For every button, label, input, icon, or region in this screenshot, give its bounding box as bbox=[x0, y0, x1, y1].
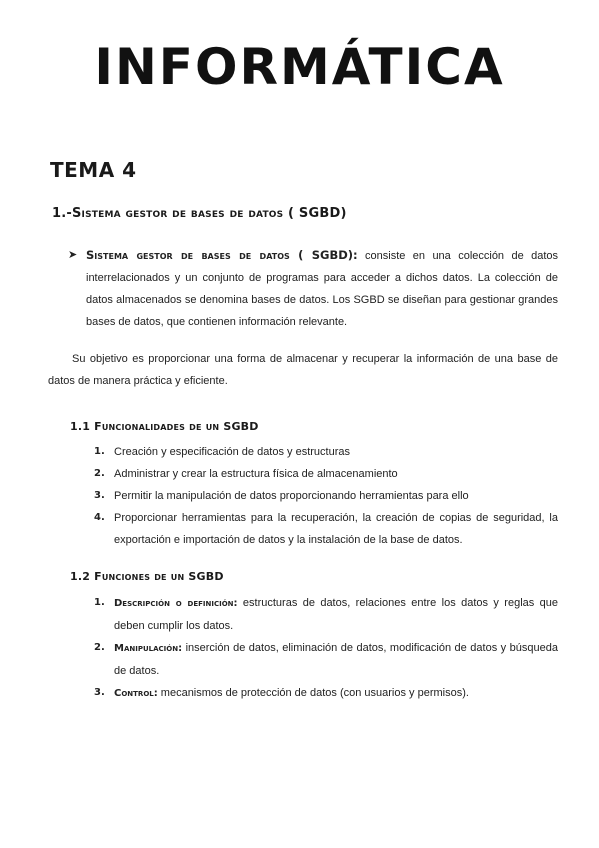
arrow-bullet-icon: ➤ bbox=[68, 249, 78, 261]
list-item-text: Creación y especificación de datos y estructuras bbox=[114, 446, 351, 458]
list-item-text: mecanismos de protección de datos (con usuarios y permisos). bbox=[157, 687, 469, 699]
subsection-heading-functions: 1.2 Funciones de un SGBD bbox=[70, 570, 224, 583]
list-item bbox=[94, 682, 558, 705]
list-item bbox=[94, 441, 558, 463]
list-item-term: Descripción o definición: bbox=[114, 598, 238, 609]
definition-text bbox=[86, 244, 558, 333]
definition-bullet bbox=[68, 244, 558, 333]
list-item-text: Permitir la manipulación de datos proporcionando herramientas para ello bbox=[114, 490, 469, 502]
list-item-text: Administrar y crear la estructura física de almacenamiento bbox=[114, 468, 398, 480]
list-item bbox=[94, 485, 558, 507]
list-number: 1. bbox=[94, 597, 105, 608]
list-number: 3. bbox=[94, 490, 105, 501]
list-number: 2. bbox=[94, 642, 105, 653]
functions-list bbox=[94, 592, 558, 705]
list-item bbox=[94, 637, 558, 682]
definition-term: Sistema gestor de bases de datos ( SGBD): bbox=[86, 248, 358, 262]
definition-body: consiste en una colección de datos interrelacionados y un conjunto de programas para acceder a dichos datos. La colección de datos almacenados se denomina bases de datos. Los SGBD se diseñan para gestionar grandes bases de datos, que contienen información relevante. bbox=[86, 250, 559, 328]
list-item-term: Control: bbox=[114, 688, 158, 699]
list-number: 3. bbox=[94, 687, 105, 698]
topic-label: TEMA 4 bbox=[50, 158, 137, 182]
list-item-text: estructuras de datos, relaciones entre los datos y reglas que deben cumplir los datos. bbox=[114, 597, 559, 632]
functionalities-list bbox=[94, 441, 558, 551]
list-item-text: Proporcionar herramientas para la recuperación, la creación de copias de seguridad, la exportación e importación de datos y la instalación de la base de datos. bbox=[114, 512, 558, 546]
list-item-term: Manipulación: bbox=[114, 643, 183, 654]
list-number: 4. bbox=[94, 512, 105, 523]
list-number: 1. bbox=[94, 446, 105, 457]
objective-paragraph: Su objetivo es proporcionar una forma de almacenar y recuperar la información de una base de datos de manera práctica y eficiente. bbox=[48, 353, 558, 387]
section-heading: 1.-Sistema gestor de bases de datos ( SGBD) bbox=[52, 206, 347, 221]
list-item bbox=[94, 592, 558, 637]
list-item-text: inserción de datos, eliminación de datos, modificación de datos y búsqueda de datos. bbox=[114, 642, 558, 677]
list-item bbox=[94, 507, 558, 551]
list-item bbox=[94, 463, 558, 485]
subsection-heading-functionalities: 1.1 Funcionalidades de un SGBD bbox=[70, 420, 259, 433]
page-title: INFORMÁTICA bbox=[94, 38, 505, 96]
list-number: 2. bbox=[94, 468, 105, 479]
